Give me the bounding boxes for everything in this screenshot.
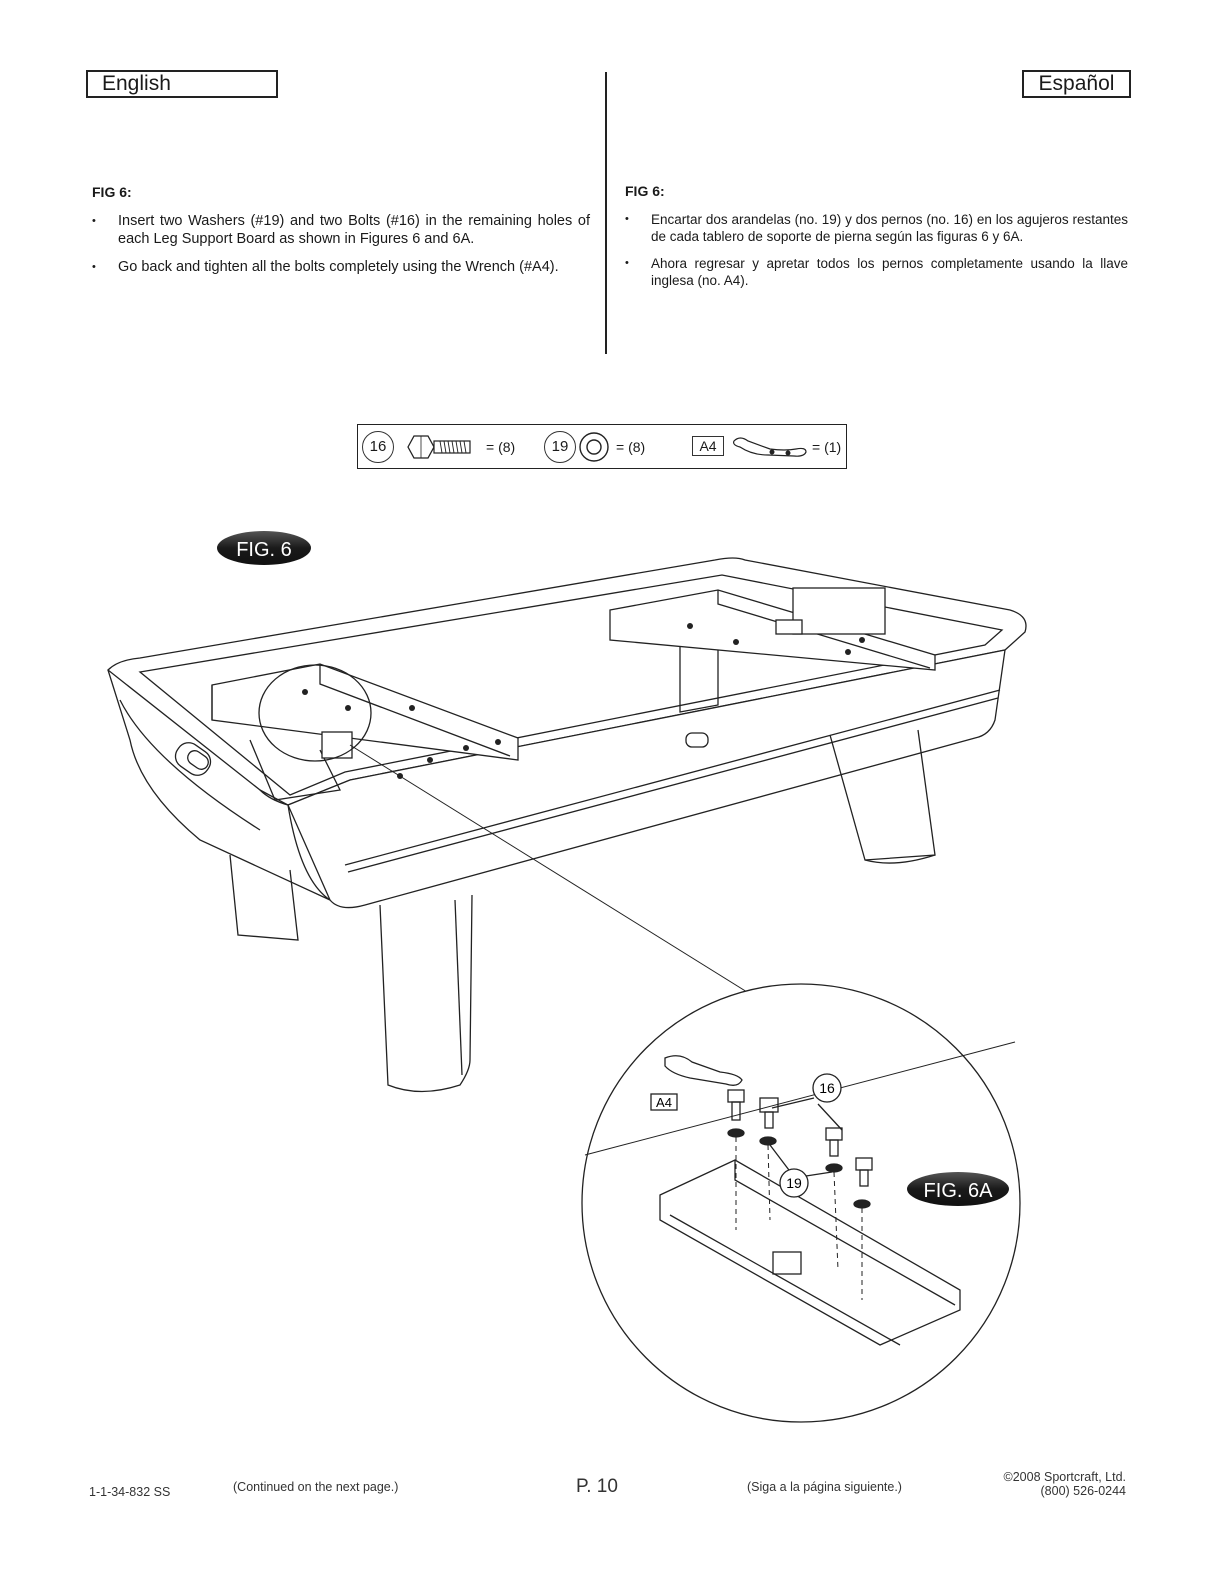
phone-number: (800) 526-0244 (1040, 1484, 1126, 1498)
spanish-bullet-2: • Ahora regresar y apretar todos los pernos completamente usando la llave inglesa (no. A4). (625, 255, 1128, 289)
part-quantity: = (8) (486, 439, 516, 455)
part-quantity: = (1) (812, 439, 842, 455)
language-label-spanish: Español (1022, 70, 1131, 98)
copyright-block (1004, 1470, 1126, 1498)
copyright-text: ©2008 Sportcraft, Ltd. (1003, 1470, 1126, 1484)
english-fig-heading: FIG 6: (92, 184, 132, 200)
continued-spanish: (Siga a la página siguiente.) (747, 1480, 902, 1494)
callout-washer-label: 19 (786, 1175, 802, 1191)
part-number-badge: 19 (544, 431, 576, 463)
spanish-fig-heading: FIG 6: (625, 183, 665, 199)
part-number-badge: 16 (362, 431, 394, 463)
callout-bolt-label: 16 (819, 1080, 835, 1096)
spanish-bullet-1: • Encartar dos arandelas (no. 19) y dos pernos (no. 16) en los agujeros restantes de cada tablero de soporte de pierna según las figuras 6 y 6A. (625, 211, 1128, 245)
continued-english: (Continued on the next page.) (233, 1480, 399, 1494)
page-number: P. 10 (576, 1476, 618, 1497)
part-number-badge: A4 (692, 436, 724, 456)
fig6-label: FIG. 6 (236, 539, 292, 561)
fig6a-label: FIG. 6A (923, 1180, 993, 1202)
fig6a-badge (907, 1172, 1009, 1206)
fig6-badge (217, 531, 311, 565)
english-bullet-2: • Go back and tighten all the bolts completely using the Wrench (#A4). (92, 258, 590, 276)
part-quantity: = (8) (616, 439, 646, 455)
callout-wrench-label: A4 (656, 1095, 672, 1110)
document-code: 1-1-34-832 SS (89, 1485, 171, 1499)
language-label-english: English (86, 70, 278, 98)
english-bullet-1: • Insert two Washers (#19) and two Bolts (#16) in the remaining holes of each Leg Support Board as shown in Figures 6 and 6A. (92, 212, 590, 248)
